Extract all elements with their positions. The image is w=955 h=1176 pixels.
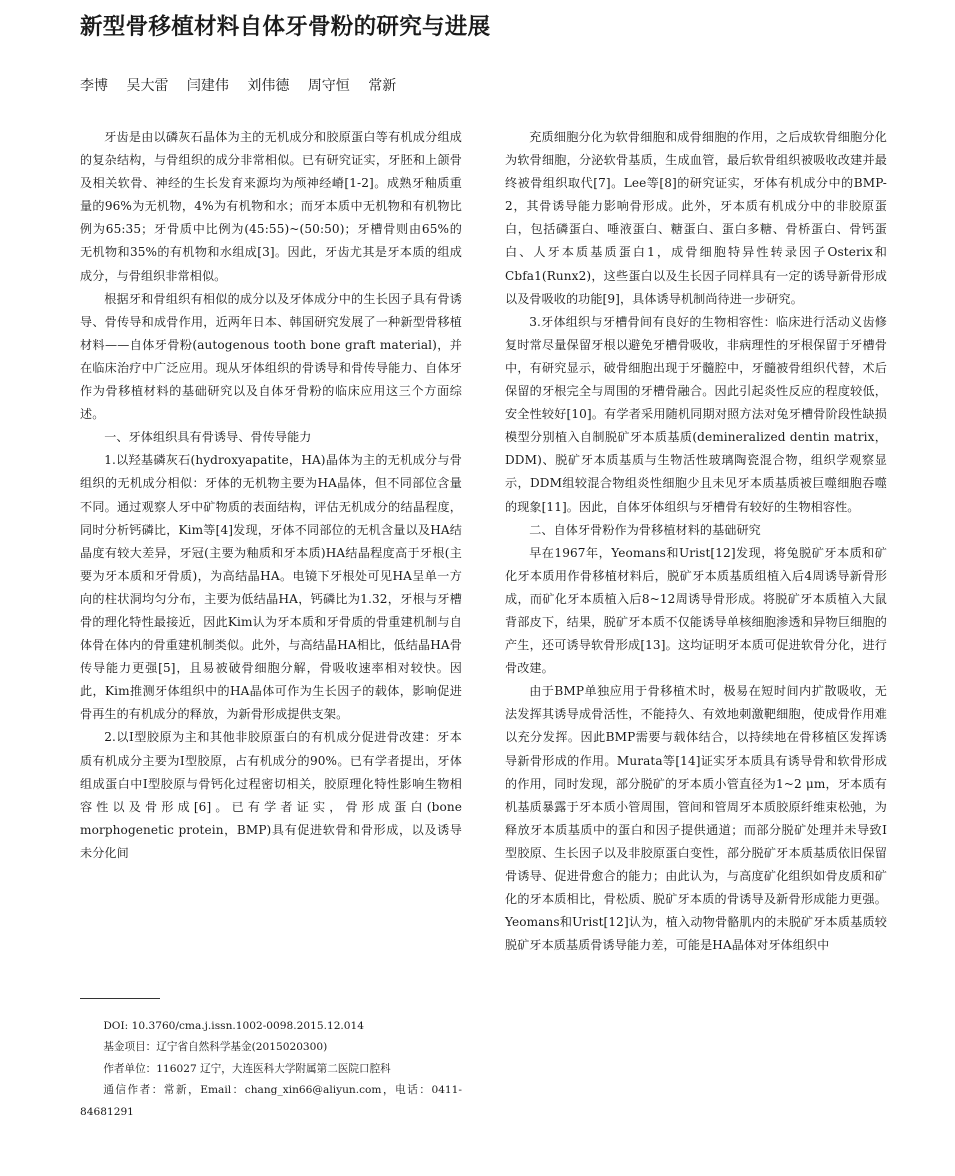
author-name: 李博 [80, 78, 108, 94]
body-paragraph: 由于BMP单独应用于骨移植术时，极易在短时间内扩散吸收，无法发挥其诱导成骨活性，不能持久、有效地刺激靶细胞，使成骨作用难以充分发挥。因此BMP需要与载体结合，以持续地在骨移植区发挥诱导新骨形成的作用。Murata等[14]证实牙本质具有诱导骨和软骨形成的作用，同时发现，部分脱矿的牙本质小管直径为1~2 μm，牙本质有机基质暴露于牙本质小管周围，管间和管周牙本质胶原纤维束松弛，为释放牙本质基质中的蛋白和因子提供通道；而部分脱矿处理并未导致Ⅰ型胶原、生长因子以及非胶原蛋白变性，部分脱矿牙本质基质依旧保留骨诱导、促进骨愈合的能力；由此认为，与高度矿化组织如骨皮质和矿化的牙本质相比，骨松质、脱矿牙本质的骨诱导及新骨形成能力更强。Yeomans和Urist[12]认为，植入动物骨骼肌内的未脱矿牙本质基质较脱矿牙本质基质骨诱导能力差，可能是HA晶体对牙体组织中 [505, 684, 887, 953]
body-paragraph: 早在1967年，Yeomans和Urist[12]发现，将兔脱矿牙本质和矿化牙本质用作骨移植材料后，脱矿牙本质基质组植入后4周诱导新骨形成，而矿化牙本质植入后8~12周诱导骨形成。将脱矿牙本质植入大鼠背部皮下，结果，脱矿牙本质不仅能诱导单核细胞渗透和异物巨细胞的产生，还可诱导软骨形成[13]。这均证明牙本质可促进软骨分化，进行骨改建。 [505, 545, 887, 676]
affiliation-note: 作者单位：116027 辽宁，大连医科大学附属第二医院口腔科 [103, 1062, 391, 1075]
article-title: 新型骨移植材料自体牙骨粉的研究与进展 [80, 14, 491, 40]
body-paragraph: 3.牙体组织与牙槽骨间有良好的生物相容性：临床进行活动义齿修复时常尽量保留牙根以避免牙槽骨吸收，非病理性的牙根保留于牙槽骨中，有研究显示，破骨细胞出现于牙髓腔中，牙髓被骨组织代替，术后保留的牙根完全与周围的牙槽骨融合。因此引起炎性反应的程度较低，安全性较好[10]。有学者采用随机同期对照方法对兔牙槽骨阶段性缺损模型分别植入自制脱矿牙本质基质(demineralized dentin matrix，DDM)、脱矿牙本质基质与生物活性玻璃陶瓷混合物，组织学观察显示，DDM组较混合物组炎性细胞少且未见牙本质基质被巨噬细胞吞噬的现象[11]。因此，自体牙体组织与牙槽骨有较好的生物相容性。 [505, 314, 887, 514]
section-heading: 一、牙体组织具有骨诱导、骨传导能力 [104, 430, 312, 445]
body-paragraph: 根据牙和骨组织有相似的成分以及牙体成分中的生长因子具有骨诱导、骨传导和成骨作用，近两年日本、韩国研究发展了一种新型骨移植材料——自体牙骨粉(autogenous tooth bone graft material)，并在临床治疗中广泛应用。现从牙体组织的骨诱导和骨传导能力、自体牙作为骨移植材料的基础研究以及自体牙骨粉的临床应用这三个方面综述。 [80, 291, 462, 422]
body-paragraph: 2.以Ⅰ型胶原为主和其他非胶原蛋白的有机成分促进骨改建：牙本质有机成分主要为Ⅰ型胶原，占有机成分的90%。已有学者提出，牙体组成蛋白中Ⅰ型胶原与骨钙化过程密切相关，胶原理化特性影响生物相容性以及骨形成[6]。已有学者证实，骨形成蛋白(bone morphogenetic protein，BMP)具有促进软骨和骨形成，以及诱导未分化间 [80, 730, 462, 860]
body-paragraph: 1.以羟基磷灰石(hydroxyapatite，HA)晶体为主的无机成分与骨组织的无机成分相似：牙体的无机物主要为HA晶体，但不同部位含量不同。通过观察人牙中矿物质的表面结构，评估无机成分的结晶程度，同时分析钙磷比，Kim等[4]发现，牙体不同部位的无机含量以及HA结晶度有较大差异，牙冠(主要为釉质和牙本质)HA结晶程度高于牙根(主要为牙本质和牙骨质)，为高结晶HA。电镜下牙根处可见HA呈单一方向的柱状洞均匀分布，主要为低结晶HA，钙磷比为1.32，牙根与牙槽骨的理化特性最接近，因此Kim认为牙本质和牙骨质的骨重建机制与自体骨在体内的骨重建机制类似。此外，与高结晶HA相比，低结晶HA骨传导能力更强[5]，且易被破骨细胞分解，骨吸收速率相对较快。因此，Kim推测牙体组织中的HA晶体可作为生长因子的载体，影响促进骨再生的有机成分的释放，为新骨形成提供支架。 [80, 453, 462, 722]
funding-note: 基金项目：辽宁省自然科学基金(2015020300) [103, 1041, 328, 1054]
author-name: 刘伟德 [247, 78, 290, 94]
section-heading: 二、自体牙骨粉作为骨移植材料的基础研究 [529, 522, 761, 537]
author-name: 常新 [368, 78, 397, 94]
author-name: 周守恒 [307, 78, 350, 94]
author-name: 吴大雷 [126, 78, 169, 94]
body-column-left [80, 126, 462, 865]
body-paragraph: 充质细胞分化为软骨细胞和成骨细胞的作用，之后成软骨细胞分化为软骨细胞，分泌软骨基质，生成血管，最后软骨组织被吸收改建并最终被骨组织取代[7]。Lee等[8]的研究证实，牙体有机成分中的BMP-2，其骨诱导能力影响骨形成。此外，牙本质有机成分中的非胶原蛋白，包括磷蛋白、唾液蛋白、糖蛋白、蛋白多糖、骨桥蛋白、骨钙蛋白、人牙本质基质蛋白1，成骨细胞特异性转录因子Osterix和Cbfa1(Runx2)，这些蛋白以及生长因子同样具有一定的诱导新骨形成以及骨吸收的功能[9]，具体诱导机制尚待进一步研究。 [505, 130, 887, 306]
author-list [80, 74, 780, 98]
footnotes [80, 1016, 462, 1123]
body-column-right [505, 126, 887, 957]
footnote-divider [80, 998, 160, 999]
body-paragraph: 牙齿是由以磷灰石晶体为主的无机成分和胶原蛋白等有机成分组成的复杂结构，与骨组织的成分非常相似。已有研究证实，牙胚和上颌骨及相关软骨、神经的生长发育来源均为颅神经嵴[1-2]。成熟牙釉质重量的96%为无机物，4%为有机物和水；而牙本质中无机物和有机物比例为65:35；牙骨质中比例为(45:55)~(50:50)；牙槽骨则由65%的无机物和35%的有机物和水组成[3]。因此，牙齿尤其是牙本质的组成成分，与骨组织非常相似。 [80, 130, 462, 283]
author-name: 闫建伟 [186, 78, 229, 94]
correspondence-note: 通信作者：常新，Email：chang_xin66@aliyun.com，电话：0411-84681291 [80, 1084, 462, 1118]
doi-note: DOI: 10.3760/cma.j.issn.1002-0098.2015.12.014 [103, 1020, 365, 1032]
